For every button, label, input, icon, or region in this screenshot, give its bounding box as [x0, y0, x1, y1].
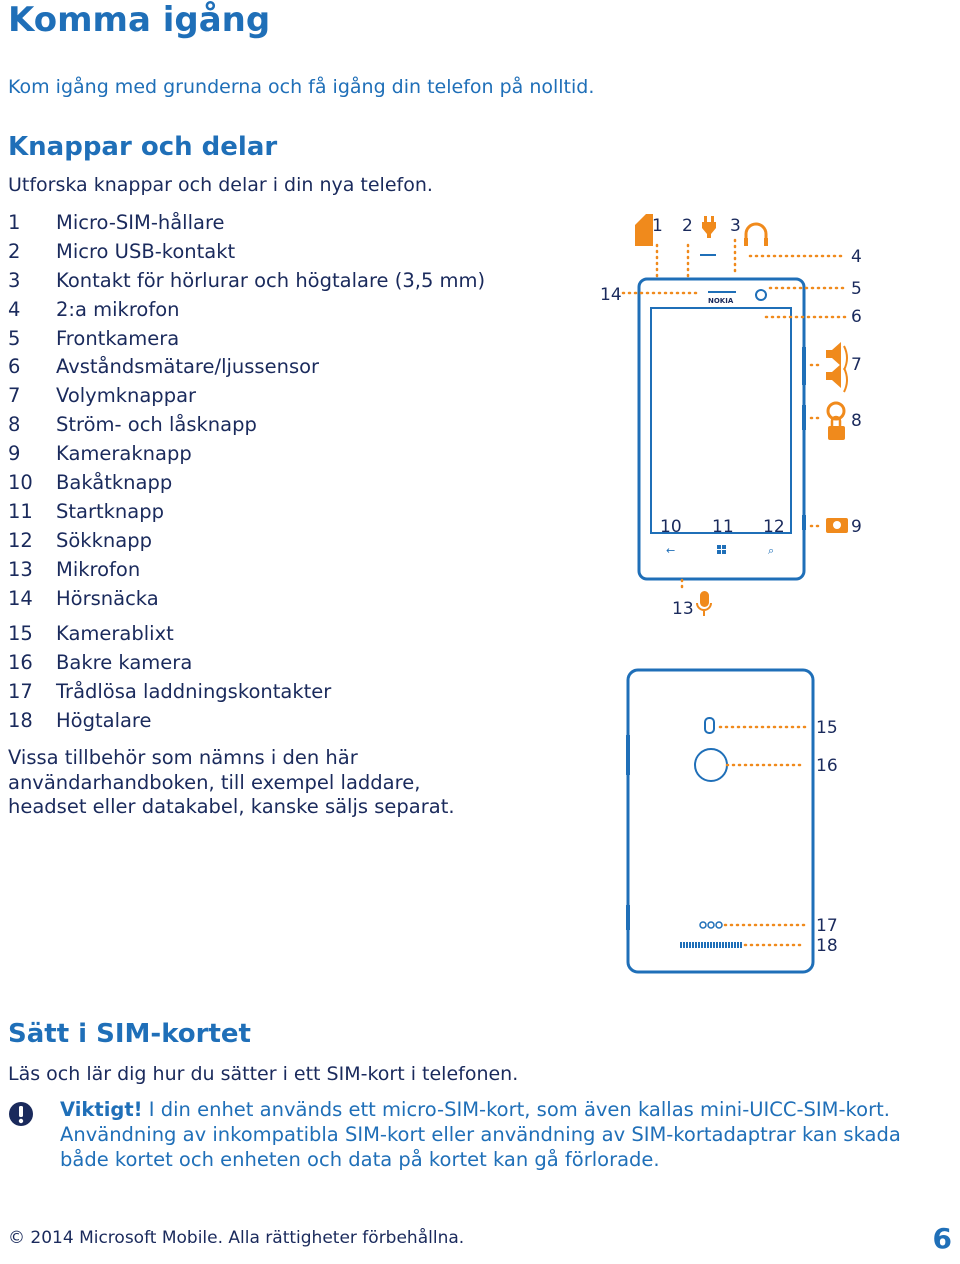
list-item: 7 Volymknappar — [8, 384, 197, 408]
sim-card-icon — [635, 214, 653, 246]
list-item: 1 Micro-SIM-hållare — [8, 211, 225, 234]
list-item: 10 Bakåtknapp — [8, 471, 173, 495]
section-subtitle-sim: Läs och lär dig hur du sätter i ett SIM-kort i telefonen. — [8, 1063, 519, 1085]
charging-contact-icon — [700, 922, 706, 928]
callout-6: 6 — [851, 307, 862, 327]
list-item: 15 Kamerablixt — [8, 622, 174, 646]
list-item: 14 Hörsnäcka — [8, 586, 159, 610]
rear-camera-icon — [695, 749, 727, 781]
callout-18: 18 — [816, 936, 838, 956]
callout-2: 2 — [682, 216, 693, 236]
accessories-note: Vissa tillbehör som nämns i den här användarhandboken, till exempel laddare, headset eller datakabel, kanske säljs separat. — [8, 746, 455, 818]
callout-8: 8 — [851, 411, 862, 431]
speaker-icon — [826, 342, 841, 366]
list-item: 3 Kontakt för hörlurar och högtalare (3,5 mm) — [8, 268, 486, 292]
list-item: 18 Högtalare — [8, 709, 152, 733]
callout-11: 11 — [712, 517, 734, 537]
important-text: I din enhet används ett micro-SIM-kort, som även kallas mini-UICC-SIM-kort. Användning av inkompatibla SIM-kort eller användning av SIM-kortadaptrar kan skada både kortet och enheten och data på kortet kan gå förlorade. — [60, 1098, 901, 1171]
microphone-icon — [700, 591, 709, 607]
list-item: 12 Sökknapp — [8, 528, 152, 552]
callout-5: 5 — [851, 279, 862, 299]
list-item: 11 Startknapp — [8, 499, 164, 523]
callout-16: 16 — [816, 756, 838, 776]
list-item: 9 Kameraknapp — [8, 442, 192, 466]
callout-1: 1 — [652, 216, 663, 236]
list-item: 5 Frontkamera — [8, 326, 180, 350]
list-item: 13 Mikrofon — [8, 557, 141, 581]
list-item: 16 Bakre kamera — [8, 651, 193, 675]
camera-flash-icon — [705, 718, 714, 733]
lock-icon — [828, 426, 845, 440]
intro-text: Kom igång med grunderna och få igång din telefon på nolltid. — [8, 76, 595, 98]
search-key-icon: ⌕ — [768, 544, 775, 557]
phone-diagram — [590, 200, 950, 980]
phone-front-screen — [651, 308, 791, 533]
important-notice — [60, 1097, 950, 1172]
page-title: Komma igång — [8, 0, 271, 40]
callout-14: 14 — [600, 285, 622, 305]
callout-13: 13 — [672, 599, 694, 619]
callout-15: 15 — [816, 718, 838, 738]
callout-4: 4 — [851, 247, 862, 267]
list-item: 6 Avståndsmätare/ljussensor — [8, 355, 320, 379]
page-number: 6 — [932, 1222, 952, 1255]
callout-12: 12 — [763, 517, 785, 537]
important-label: Viktigt! — [60, 1098, 143, 1121]
speaker-icon — [826, 364, 841, 388]
front-camera-icon — [756, 290, 766, 300]
charging-contact-icon — [716, 922, 722, 928]
list-item: 2 Micro USB-kontakt — [8, 239, 236, 263]
parts-list — [8, 209, 485, 736]
copyright-footer: © 2014 Microsoft Mobile. Alla rättigheter förbehållna. — [8, 1228, 465, 1248]
warning-icon — [8, 1101, 34, 1127]
section-title-buttons: Knappar och delar — [8, 132, 278, 162]
section-title-sim: Sätt i SIM-kortet — [8, 1019, 251, 1049]
headphones-icon — [746, 224, 766, 242]
list-item: 8 Ström- och låsknapp — [8, 413, 257, 437]
usb-plug-icon — [702, 216, 716, 238]
callout-10: 10 — [660, 517, 682, 537]
brand-logo: NOKIA — [708, 297, 734, 305]
list-item: 4 2:a mikrofon — [8, 297, 180, 321]
charging-contact-icon — [708, 922, 714, 928]
callout-9: 9 — [851, 517, 862, 537]
start-key-icon — [717, 545, 721, 549]
section-subtitle-buttons: Utforska knappar och delar i din nya telefon. — [8, 174, 433, 196]
callout-3: 3 — [730, 216, 741, 236]
list-item: 17 Trådlösa laddningskontakter — [8, 680, 332, 704]
callout-7: 7 — [851, 355, 862, 375]
callout-17: 17 — [816, 916, 838, 936]
back-key-icon: ← — [666, 544, 676, 557]
